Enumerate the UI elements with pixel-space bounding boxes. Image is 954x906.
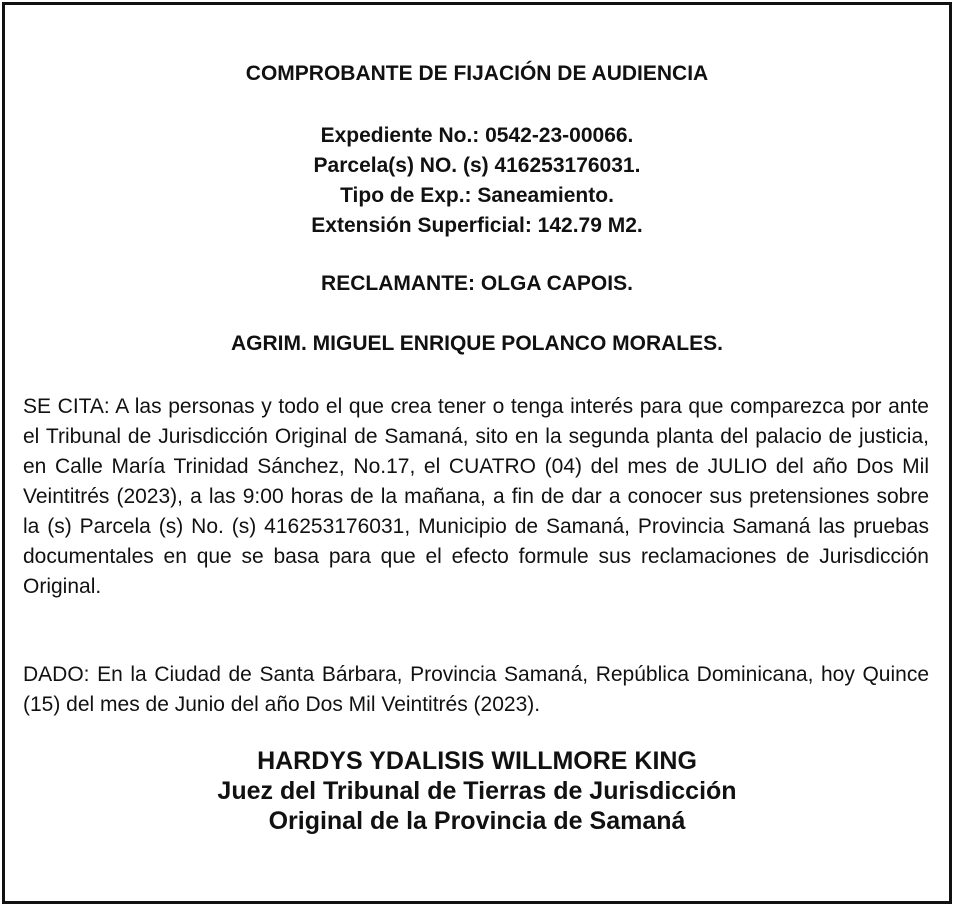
surface-extension: Extensión Superficial: 142.79 M2. xyxy=(311,214,643,237)
expediente-type: Tipo de Exp.: Saneamiento. xyxy=(340,184,614,207)
signatory-role-line-2: Original de la Provincia de Samaná xyxy=(268,807,686,835)
summons-paragraph: SE CITA: A las personas y todo el que crea tener o tenga interés para que comparezca por ante el Tribunal de Jurisdicción Original de Samaná, sito en la segunda planta del palacio de justicia, en Calle María Trinidad Sánchez, No.17, el CUATRO (04) del mes de JULIO del año Dos Mil Veintitrés (2023), a las 9:00 horas de la mañana, a fin de dar a conocer sus pretensiones sobre la (s) Parcela (s) No. (s) 416253176031, Municipio de Samaná, Provincia Samaná las pruebas documentales en que se basa para que el efecto formule sus reclamaciones de Jurisdicción Original. xyxy=(23,395,929,598)
parcela-number: Parcela(s) NO. (s) 416253176031. xyxy=(313,154,641,177)
signatory-name: HARDYS YDALISIS WILLMORE KING xyxy=(257,747,697,775)
expediente-number: Expediente No.: 0542-23-00066. xyxy=(320,124,634,147)
given-paragraph: DADO: En la Ciudad de Santa Bárbara, Provincia Samaná, República Dominicana, hoy Quince (15) del mes de Junio del año Dos Mil Veintitrés (2023). xyxy=(23,663,929,716)
claimant: RECLAMANTE: OLGA CAPOIS. xyxy=(321,272,633,295)
notice-document xyxy=(5,5,949,901)
signatory-role-line-1: Juez del Tribunal de Tierras de Jurisdicción xyxy=(217,777,737,805)
notice-frame xyxy=(2,2,952,904)
surveyor: AGRIM. MIGUEL ENRIQUE POLANCO MORALES. xyxy=(231,332,723,355)
document-title: COMPROBANTE DE FIJACIÓN DE AUDIENCIA xyxy=(245,62,709,85)
